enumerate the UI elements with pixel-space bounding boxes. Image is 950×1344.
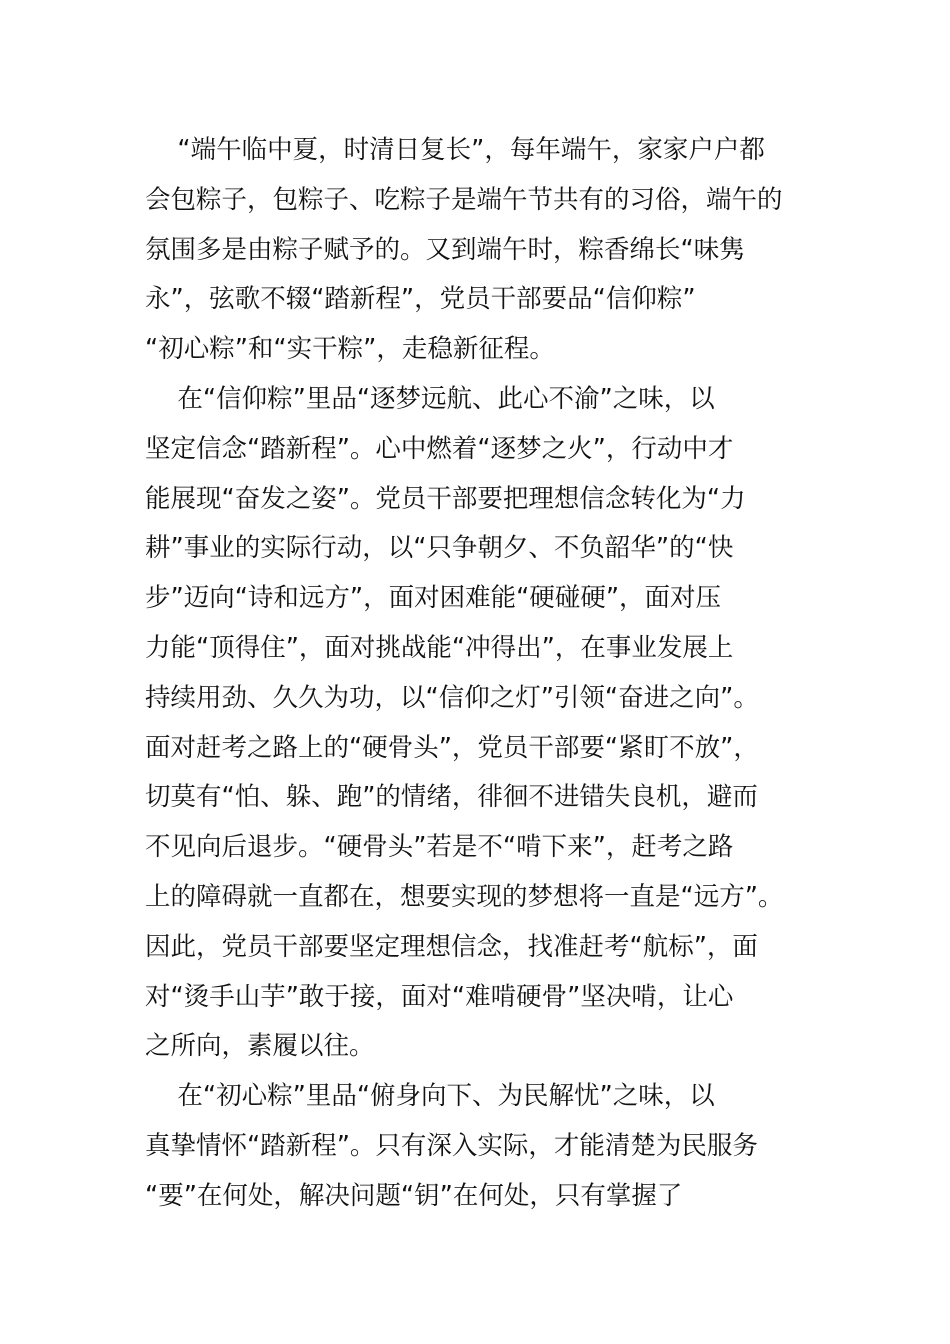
text-line: 之所向，素履以往。: [145, 1031, 375, 1062]
text-line: 步”迈向“诗和远方”，面对困难能“硬碰硬”，面对压: [145, 583, 722, 614]
text-line: 力能“顶得住”，面对挑战能“冲得出”，在事业发展上: [145, 632, 734, 663]
text-line: “初心粽”和“实干粽”，走稳新征程。: [145, 334, 555, 365]
text-line: 耕”事业的实际行动，以“只争朝夕、不负韶华”的“快: [145, 533, 734, 564]
article-body: [145, 126, 805, 1222]
text-line: 面对赶考之路上的“硬骨头”，党员干部要“紧盯不放”，: [145, 732, 759, 763]
text-line: 永”，弦歌不辍“踏新程”，党员干部要品“信仰粽”: [145, 284, 696, 315]
text-line: 真挚情怀“踏新程”。只有深入实际，才能清楚为民服务: [145, 1130, 758, 1161]
text-line: 氛围多是由粽子赋予的。又到端午时，粽香绵长“味隽: [145, 234, 745, 265]
text-line: 在“初心粽”里品“俯身向下、为民解忧”之味，以: [145, 1081, 715, 1112]
text-line: 持续用劲、久久为功，以“信仰之灯”引领“奋进之向”。: [145, 682, 759, 713]
paragraph-2: [145, 375, 805, 1072]
text-line: 会包粽子，包粽子、吃粽子是端午节共有的习俗，端午的: [145, 184, 783, 215]
paragraph-1: [145, 126, 805, 375]
text-line: 上的障碍就一直都在，想要实现的梦想将一直是“远方”。: [145, 881, 784, 912]
text-line: 能展现“奋发之姿”。党员干部要把理想信念转化为“力: [145, 483, 746, 514]
text-line: 因此，党员干部要坚定理想信念，找准赶考“航标”，面: [145, 931, 758, 962]
text-line: 切莫有“怕、躲、跑”的情绪，徘徊不进错失良机，避而: [145, 782, 758, 813]
text-line: 不见向后退步。“硬骨头”若是不“啃下来”，赶考之路: [145, 832, 734, 863]
text-line: “要”在何处，解决问题“钥”在何处，只有掌握了: [145, 1180, 683, 1211]
text-line: 坚定信念“踏新程”。心中燃着“逐梦之火”，行动中才: [145, 433, 734, 464]
text-line: 在“信仰粽”里品“逐梦远航、此心不渝”之味，以: [145, 383, 715, 414]
text-line: 对“烫手山芋”敢于接，面对“难啃硬骨”坚决啃，让心: [145, 981, 734, 1012]
paragraph-3: [145, 1072, 805, 1221]
text-line: “端午临中夏，时清日复长”，每年端午，家家户户都: [145, 135, 765, 165]
